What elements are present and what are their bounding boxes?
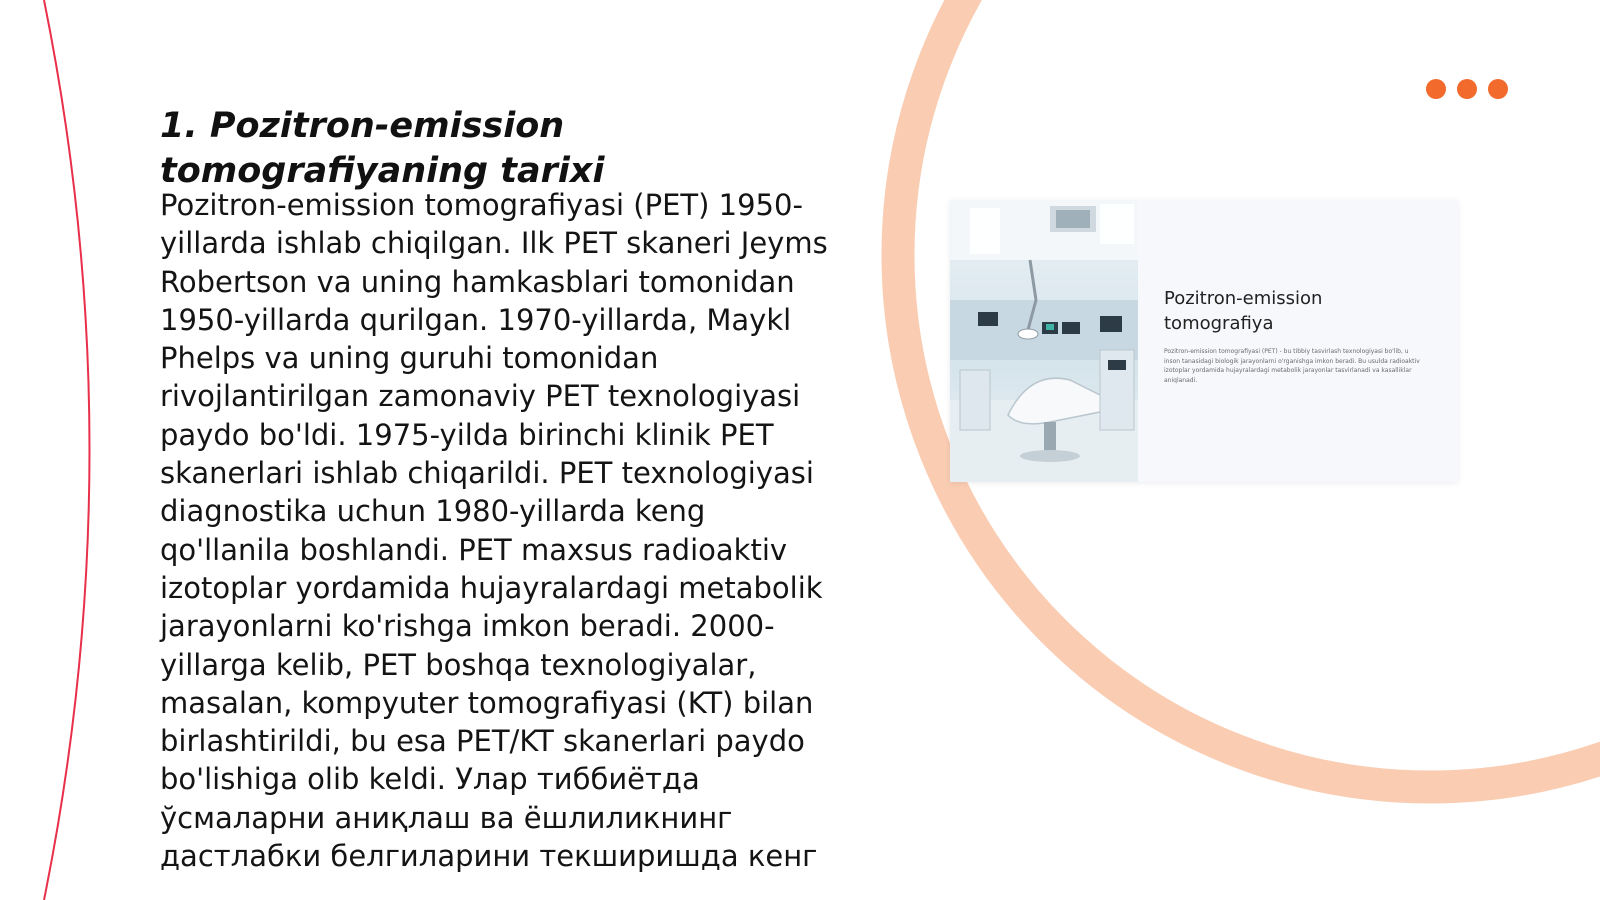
dot xyxy=(1426,79,1446,99)
card-text: Pozitron-emission tomografiyasi (PET) - bu tibbiy tasvirlash texnologiyasi bo'lib, u inson tanasidagi biologik jarayonlarni o'rganishga imkon beradi. Bu usulda radioaktiv izotoplar yordamida hujayralardagi metabolik jarayonlar tasvirlanadi va kasalliklar aniqlanadi. xyxy=(1164,348,1420,384)
preview-card xyxy=(950,200,1458,482)
card-title: Pozitron-emission tomografiya xyxy=(1164,288,1323,334)
slide-body-text: Pozitron-emission tomografiyasi (PET) 1950-yillarda ishlab chiqilgan. Ilk PET skaneri Jeyms Robertson va uning hamkasblari tomonidan 1950-yillarda qurilgan. 1970-yillarda, Maykl Phelps va uning guruhi tomonidan rivojlantirilgan zamonaviy PET texnologiyasi paydo bo'ldi. 1975-yilda birinchi klinik PET skanerlari ishlab chiqarildi. PET texnologiyasi diagnostika uchun 1980-yillarda keng qo'llanila boshlandi. PET maxsus radioaktiv izotoplar yordamida hujayralardagi metabolik jarayonlarni ko'rishga imkon beradi. 2000-yillarga kelib, PET boshqa texnologiyalar, masalan, kompyuter tomografiyasi (KT) bilan birlashtirildi, bu esa PET/KT skanerlari paydo bo'lishiga olib keldi. Улар тиббиётда ўсмаларни аниқлаш ва ёшлиликнинг дастлабки белгиларини текширишда кенг xyxy=(160,188,828,874)
dot xyxy=(1457,79,1477,99)
decorative-left-curve xyxy=(44,0,90,900)
dental-room-photo xyxy=(950,200,1138,482)
more-dots-icon xyxy=(1426,79,1508,99)
dot xyxy=(1488,79,1508,99)
slide-title: 1. Pozitron-emission tomografiyaning tarixi xyxy=(160,106,605,191)
